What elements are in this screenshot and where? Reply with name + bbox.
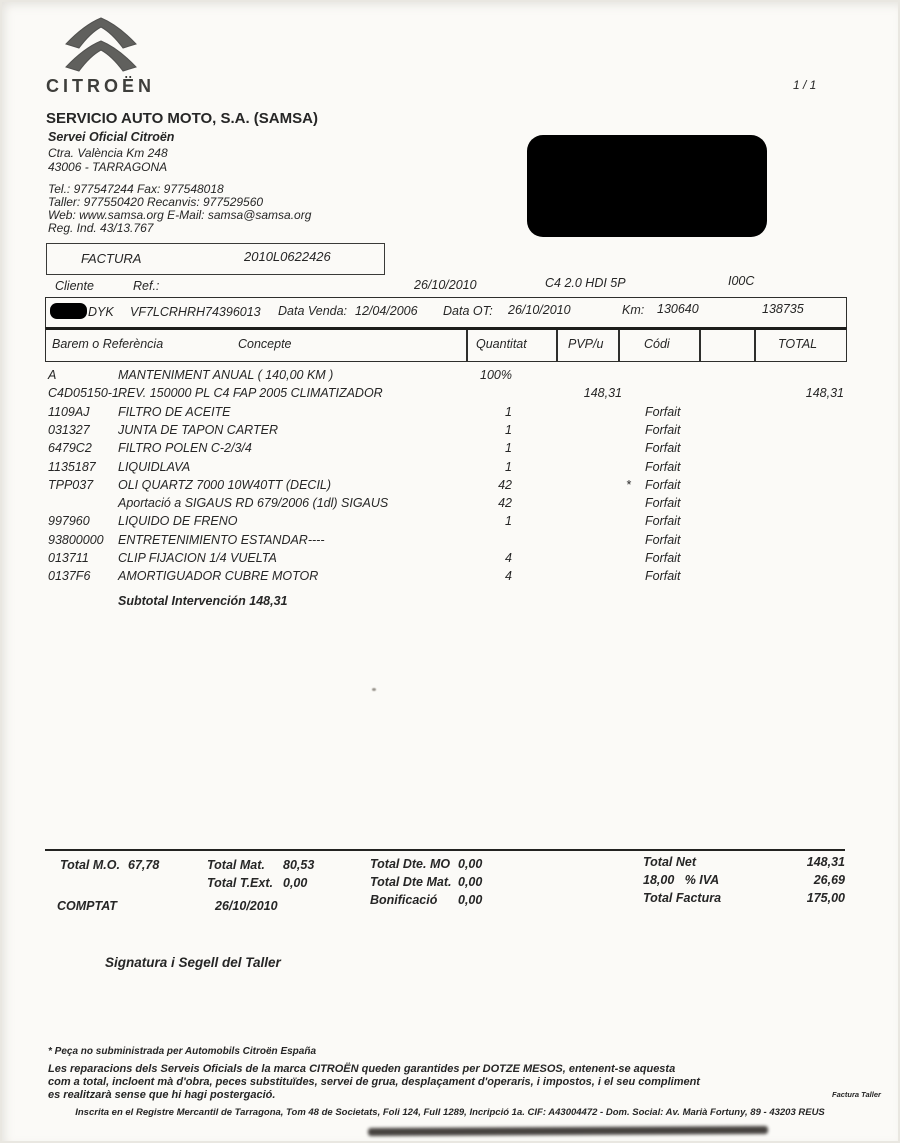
row-quantity: 1 xyxy=(505,441,512,456)
km-value: 130640 xyxy=(657,302,699,316)
row-concepte: OLI QUARTZ 7000 10W40TT (DECIL) xyxy=(118,477,332,492)
company-address-line1: Ctra. València Km 248 xyxy=(48,146,168,160)
data-ot-value: 26/10/2010 xyxy=(508,303,571,317)
office-code: I00C xyxy=(728,274,755,288)
row-quantity: 1 xyxy=(505,514,512,529)
table-row xyxy=(0,551,900,569)
row-codi: Forfait xyxy=(645,477,681,492)
row-reference: 93800000 xyxy=(48,532,104,547)
row-reference: 6479C2 xyxy=(48,441,92,456)
company-taller-recanvis: Taller: 977550420 Recanvis: 977529560 xyxy=(48,195,264,209)
table-row xyxy=(0,478,900,496)
table-row xyxy=(0,423,900,441)
column-divider xyxy=(699,330,701,361)
total-net-label: Total Net xyxy=(643,855,697,869)
row-codi: Forfait xyxy=(645,422,681,437)
scan-artifact-bar xyxy=(368,1126,768,1136)
row-codi: Forfait xyxy=(645,532,681,547)
column-divider xyxy=(466,330,468,361)
row-reference: C4D05150-1 xyxy=(48,386,119,401)
bonificacio-label: Bonificació xyxy=(370,893,438,907)
row-codi: Forfait xyxy=(645,441,681,456)
row-concepte: FILTRO POLEN C-2/3/4 xyxy=(118,441,252,456)
row-reference: 0137F6 xyxy=(48,569,91,584)
total-text-label: Total T.Ext. xyxy=(207,876,273,890)
row-quantity: 4 xyxy=(505,569,512,584)
row-concepte: LIQUIDO DE FRENO xyxy=(118,514,238,529)
vehicle-model: C4 2.0 HDI 5P xyxy=(545,276,626,290)
header-pvp: PVP/u xyxy=(568,337,604,351)
total-mo-label: Total M.O. xyxy=(60,858,120,872)
column-divider xyxy=(556,330,558,361)
client-code-suffix: DYK xyxy=(88,305,114,319)
total-mat-label: Total Mat. xyxy=(207,858,265,872)
table-row xyxy=(0,496,900,514)
total-net-value: 148,31 xyxy=(806,855,845,869)
total-dte-mat-label: Total Dte Mat. xyxy=(370,875,452,889)
header-total: TOTAL xyxy=(778,337,818,351)
row-concepte: MANTENIMENT ANUAL ( 140,00 KM ) xyxy=(118,368,334,382)
row-codi: Forfait xyxy=(645,569,681,584)
cliente-label: Cliente xyxy=(55,279,94,293)
row-reference: 031327 xyxy=(48,422,90,437)
header-concepte: Concepte xyxy=(238,337,292,351)
row-concepte: REV. 150000 PL C4 FAP 2005 CLIMATIZADOR xyxy=(118,386,383,401)
warranty-line1: Les reparacions dels Serveis Oficials de la marca CITROËN queden garantides per DOTZE MESOS, entenent-se aquesta xyxy=(48,1063,676,1075)
subtotal-intervencion: Subtotal Intervención 148,31 xyxy=(118,594,288,608)
row-concepte: Aportació a SIGAUS RD 679/2006 (1dl) SIGAUS xyxy=(118,496,389,511)
warranty-line3: es realitzarà sense que hi hagi postergació. xyxy=(48,1089,276,1101)
scan-artifact-dot xyxy=(372,688,376,691)
row-codi: Forfait xyxy=(645,404,681,419)
row-concepte: LIQUIDLAVA xyxy=(118,459,191,474)
signature-label: Signatura i Segell del Taller xyxy=(105,955,281,970)
row-unit-price: 148,31 xyxy=(583,386,622,401)
issue-date: 26/10/2010 xyxy=(414,278,477,292)
header-codi: Códi xyxy=(644,337,670,351)
row-asterisk-marker: * xyxy=(626,477,631,492)
row-quantity: 1 xyxy=(505,404,512,419)
company-reg-ind: Reg. Ind. 43/13.767 xyxy=(48,221,154,235)
row-quantity: 42 xyxy=(498,496,512,511)
row-reference: TPP037 xyxy=(48,477,94,492)
payment-date: 26/10/2010 xyxy=(215,899,278,913)
total-dte-mo-value: 0,00 xyxy=(458,857,483,871)
factura-label: FACTURA xyxy=(81,251,142,266)
row-reference: 1135187 xyxy=(48,459,96,474)
data-venda-value: 12/04/2006 xyxy=(355,304,418,318)
column-divider xyxy=(754,330,756,361)
redaction-box-client-code xyxy=(50,303,87,319)
table-row xyxy=(0,569,900,587)
citroen-logo-icon xyxy=(58,14,144,81)
header-quantitat: Quantitat xyxy=(476,337,527,351)
row-concepte: ENTRETENIMIENTO ESTANDAR---- xyxy=(118,532,325,547)
citroen-wordmark: CITROËN xyxy=(46,76,155,96)
page-indicator: 1 / 1 xyxy=(793,78,817,92)
row-concepte: CLIP FIJACION 1/4 VUELTA xyxy=(118,551,277,565)
redaction-box-customer xyxy=(527,135,767,237)
company-web-email: Web: www.samsa.org E-Mail: samsa@samsa.org xyxy=(48,208,312,222)
data-venda-label: Data Venda: xyxy=(278,304,348,318)
table-row xyxy=(0,460,900,478)
row-reference: 997960 xyxy=(48,514,90,529)
total-dte-mat-value: 0,00 xyxy=(458,875,483,889)
table-header xyxy=(45,327,847,362)
table-row xyxy=(0,514,900,532)
total-factura-value: 175,00 xyxy=(806,891,845,905)
factura-box xyxy=(46,243,385,275)
company-phone-fax: Tel.: 977547244 Fax: 977548018 xyxy=(48,182,224,196)
registry-line: Inscrita en el Registre Mercantil de Tarragona, Tom 48 de Societats, Foli 124, Full 1289, Incripció 1a. CIF: A43004472 - Dom. Social: Av. Marià Fortuny, 89 - 43203 REUS xyxy=(75,1107,825,1118)
doc-ref-label: Factura Taller xyxy=(832,1090,881,1099)
table-row xyxy=(0,386,900,404)
total-factura-label: Total Factura xyxy=(643,891,722,905)
data-ot-label: Data OT: xyxy=(443,304,493,318)
row-quantity: 1 xyxy=(505,459,512,474)
table-row xyxy=(0,405,900,423)
row-quantity: 4 xyxy=(505,551,512,565)
row-concepte: JUNTA DE TAPON CARTER xyxy=(118,422,278,437)
row-codi: Forfait xyxy=(645,496,681,511)
total-mo-value: 67,78 xyxy=(128,858,160,872)
company-name: SERVICIO AUTO MOTO, S.A. (SAMSA) xyxy=(46,110,318,127)
row-concepte: AMORTIGUADOR CUBRE MOTOR xyxy=(118,569,319,584)
totals-divider-line xyxy=(45,849,845,851)
total-mat-value: 80,53 xyxy=(283,858,315,872)
table-row xyxy=(0,368,900,386)
ref-label: Ref.: xyxy=(133,279,160,293)
table-row xyxy=(0,533,900,551)
iva-value: 26,69 xyxy=(813,873,845,887)
row-codi: Forfait xyxy=(645,459,681,474)
vin: VF7LCRHRH74396013 xyxy=(130,305,261,319)
column-divider xyxy=(618,330,620,361)
factura-number: 2010L0622426 xyxy=(244,249,331,264)
total-dte-mo-label: Total Dte. MO xyxy=(370,857,451,871)
km-label: Km: xyxy=(622,303,645,317)
row-codi: Forfait xyxy=(645,514,681,529)
row-reference: A xyxy=(48,368,57,382)
row-codi: Forfait xyxy=(645,551,681,565)
company-address-line2: 43006 - TARRAGONA xyxy=(48,160,168,174)
table-row xyxy=(0,441,900,459)
km-next-value: 138735 xyxy=(762,302,804,316)
footnote-asterisk: * Peça no subministrada per Automobils Citroën España xyxy=(48,1046,317,1057)
row-reference: 013711 xyxy=(48,551,89,565)
bonificacio-value: 0,00 xyxy=(458,893,483,907)
warranty-line2: com a total, incloent mà d'obra, peces substituïdes, servei de grua, desplaçament d'operaris, i impostos, i el seu compliment xyxy=(48,1076,700,1088)
header-barem-referencia: Barem o Referència xyxy=(52,337,164,351)
company-subtitle: Servei Oficial Citroën xyxy=(48,130,175,144)
total-text-value: 0,00 xyxy=(283,876,308,890)
payment-method: COMPTAT xyxy=(57,899,117,913)
row-total: 148,31 xyxy=(805,386,844,401)
row-reference: 1109AJ xyxy=(48,404,90,419)
row-concepte: FILTRO DE ACEITE xyxy=(118,404,231,419)
iva-label: 18,00 % IVA xyxy=(643,873,720,887)
row-quantity: 100% xyxy=(480,368,512,382)
row-quantity: 1 xyxy=(505,422,512,437)
row-quantity: 42 xyxy=(498,477,512,492)
